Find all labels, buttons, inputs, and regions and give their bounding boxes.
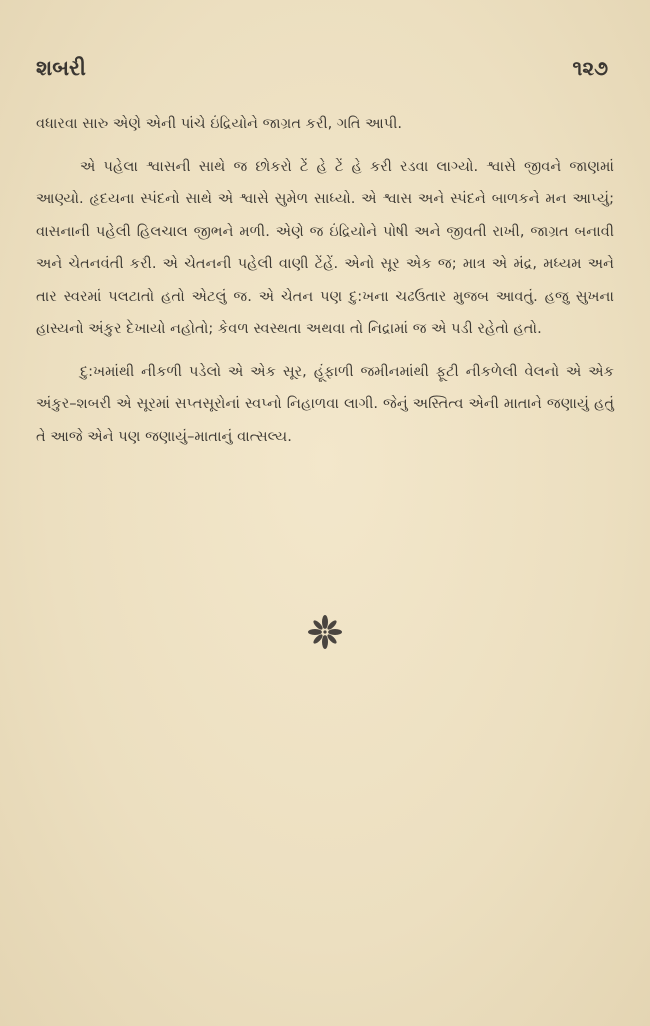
paragraph-continuation: વધારવા સારુ એણે એની પાંચે ઇંદ્રિયોને જાગ્રત કરી, ગતિ આપી. [36,115,403,132]
paragraph-sprout: દુ:ખમાંથી નીકળી પડેલો એ એક સૂર, હૂંફાળી જમીનમાંથી ફૂટી નીકળેલી વેલનો એ એક અંકુર–શબરી એ સૂરમાં સપ્તસૂરોનાં સ્વપ્નો નિહાળવા લાગી. જેનું અસ્તિત્વ એની માતાને જણાયું હતું તે આજે એને પણ જણાયું–માતાનું વાત્સલ્ય. [36,362,614,445]
paragraph-breath: એ પહેલા શ્વાસની સાથે જ છોકરો ટેં હે ટેં હે કરી રડવા લાગ્યો. શ્વાસે જીવને જાણમાં આણ્યો. હૃદયના સ્પંદનો સાથે એ શ્વાસે સુમેળ સાધ્યો. એ શ્વાસ અને સ્પંદને બાળકને મન આપ્યું; વાસનાની પહેલી હિલચાલ જીભને મળી. એણે જ ઇંદ્રિયોને પોષી અને જીવતી રાખી, જાગ્રત બનાવી અને ચેતનવંતી કરી. એ ચેતનની પહેલી વાણી ટેંહેં. એનો સૂર એક જ; માત્ર એ મંદ્ર, મધ્યમ અને તાર સ્વરમાં પલટાતો હતો એટલું જ. એ ચેતન પણ દુ:ખના ચઢઉતાર મુજબ આવતું. હજુ સુખના હાસ્યનો અંકુર દેખાયો નહોતો; કેવળ સ્વસ્થતા અથવા તો નિદ્રામાં જ એ પડી રહેતો હતો. [36,157,614,337]
running-header [0,56,650,90]
chapter-title: શબરી [36,56,86,80]
body-text [36,108,614,453]
page-number: ૧૨૭ [572,56,608,80]
floral-asterisk-icon [305,612,345,652]
